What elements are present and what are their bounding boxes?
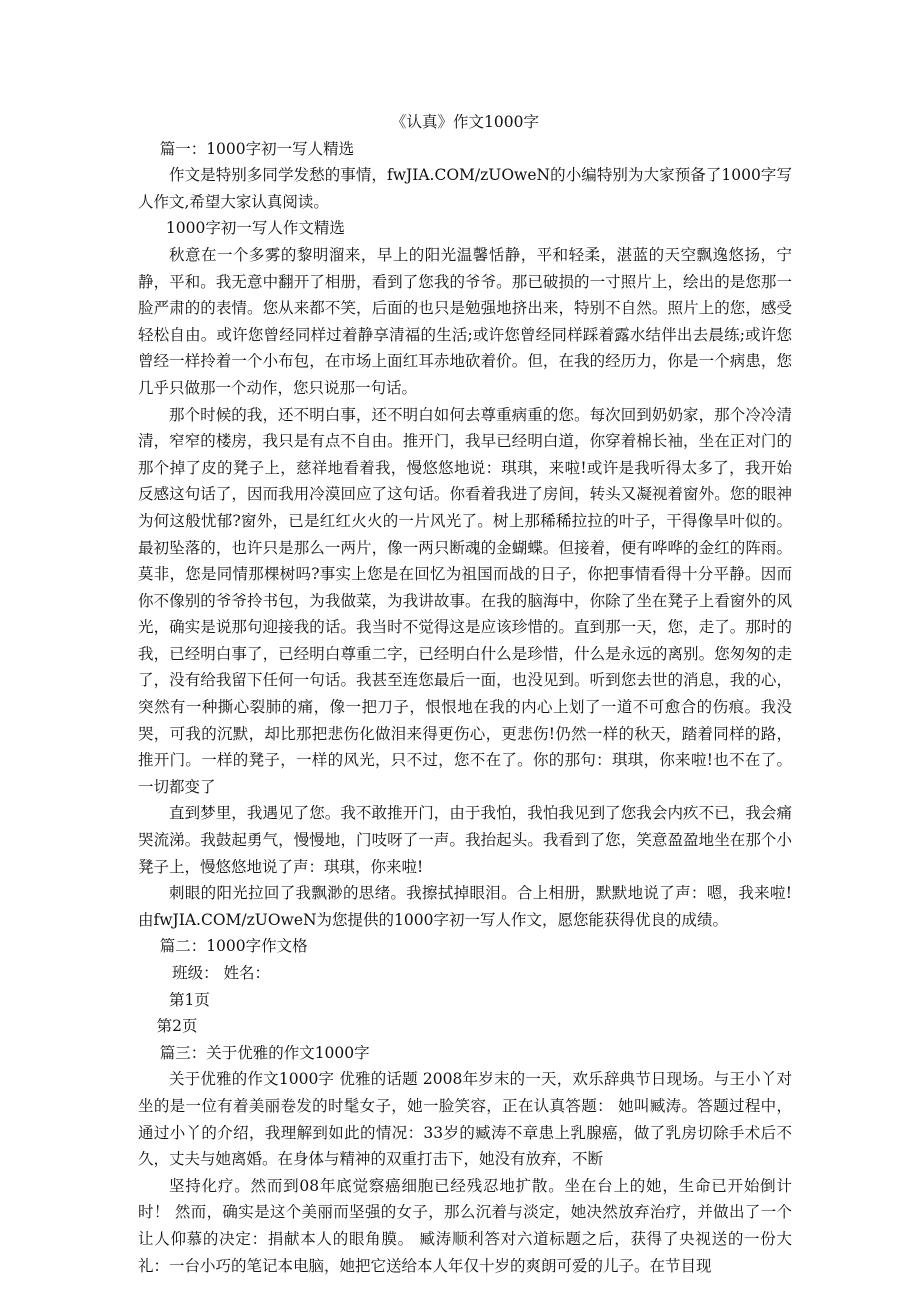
paragraph: 篇三：关于优雅的作文1000字 bbox=[159, 1043, 370, 1062]
paragraph: 篇一：1000字初一写人精选 bbox=[159, 139, 355, 158]
document-title: 《认真》作文1000字 bbox=[391, 113, 539, 131]
document-body bbox=[138, 109, 792, 1279]
paragraph-list bbox=[138, 136, 792, 1280]
paragraph: 篇二：1000字作文格 bbox=[159, 937, 308, 956]
paragraph: 刺眼的阳光拉回了我飘渺的思绪。我擦拭掉眼泪。合上相册，默默地说了声：嗯，我来啦! 由fwJIA.COM/zUOweN为您提供的1000字初一写人作文，愿您能获得优良的成绩。 bbox=[138, 884, 792, 929]
paragraph: 那个时候的我，还不明白事，还不明白如何去尊重病重的您。每次回到奶奶家，那个冷冷清清，窄窄的楼房，我只是有点不自由。推开门，我早已经明白道，你穿着棉长袖，坐在正对门的那个掉了皮的凳子上，慈祥地看着我，慢悠悠地说：琪琪，来啦!或许是我听得太多了，我开始反感这句话了，因而我用冷漠回应了这句话。你看着我进了房间，转头又凝视着窗外。您的眼神为何这般忧郁?窗外，已是红红火火的一片风光了。树上那稀稀拉拉的叶子，干得像旱叶似的。最初坠落的，也许只是那么一两片，像一两只断魂的金蝴蝶。但接着，便有哗哗的金红的阵雨。莫非，您是同情那棵树吗?事实上您是在回忆为祖国而战的日子，你把事情看得十分平静。因而你不像别的爷爷拎书包，为我做菜，为我讲故事。在我的脑海中，你除了坐在凳子上看窗外的风光，确实是说那句迎接我的话。我当时不觉得这是应该珍惜的。直到那一天，您，走了。那时的我，已经明白事了，已经明白尊重二字，已经明白什么是珍惜，什么是永远的离别。您匆匆的走了，没有给我留下任何一句话。我甚至连您最后一面，也没见到。听到您去世的消息，我的心，突然有一种撕心裂肺的痛，像一把刀子，恨恨地在我的内心上划了一道不可愈合的伤痕。我没哭，可我的沉默，却比那把悲伤化做泪来得更伤心，更悲伤!仍然一样的秋天，踏着同样的路，推开门。一样的凳子，一样的风光，只不过，您不在了。你的那句：琪琪，你来啦!也不在了。一切都变了 bbox=[138, 405, 792, 796]
paragraph: 第1页 bbox=[169, 990, 210, 1009]
paragraph: 直到梦里，我遇见了您。我不敢推开门，由于我怕，我怕我见到了您我会内疚不已，我会痛哭流涕。我鼓起勇气，慢慢地，门吱呀了一声。我抬起头。我看到了您，笑意盈盈地坐在那个小凳子上，慢悠悠地说了声：琪琪，你来啦! bbox=[138, 804, 792, 876]
paragraph: 第2页 bbox=[156, 1017, 198, 1036]
paragraph: 秋意在一个多雾的黎明溜来，早上的阳光温馨恬静，平和轻柔，湛蓝的天空飘逸悠扬，宁静，平和。我无意中翻开了相册，看到了您我的爷爷。那已破损的一寸照片上，绘出的是您那一脸严肃的的表情。您从来都不笑，后面的也只是勉强地挤出来，特别不自然。照片上的您，感受轻松自由。或许您曾经同样过着静享清福的生活;或许您曾经同样踩着露水结伴出去晨练;或许您曾经一样拎着一个小布包，在市场上面红耳赤地砍着价。但，在我的经历力，你是一个病患，您几乎只做那一个动作，您只说那一句话。 bbox=[138, 245, 792, 397]
paragraph: 作文是特别多同学发愁的事情，fwJIA.COM/zUOweN的小编特别为大家预备了1000字写人作文,希望大家认真阅读。 bbox=[138, 166, 792, 211]
paragraph: 1000字初一写人作文精选 bbox=[165, 219, 345, 238]
paragraph: 关于优雅的作文1000字 优雅的话题 2008年岁末的一天，欢乐辞典节日现场。与王小丫对坐的是一位有着美丽卷发的时髦女子，她一脸笑容，正在认真答题： 她叫臧涛。答题过程中，通过小丫的介绍，我理解到如此的情况：33岁的臧涛不章患上乳腺癌，做了乳房切除手术后不久，丈夫与她离婚。在身体与精神的双重打击下，她没有放弃，不断 bbox=[138, 1070, 792, 1169]
paragraph: 班级： 姓名： bbox=[172, 964, 271, 982]
paragraph: 坚持化疗。然而到08年底觉察癌细胞已经残忍地扩散。坐在台上的她，生命已开始倒计时！ 然而，确实是这个美丽而坚强的女子，那么沉着与淡定，她决然放弃治疗，并做出了一个让人仰慕的决定：捐献本人的眼角膜。 臧涛顺利答对六道标题之后，获得了央视送的一份大礼：一台小巧的笔记本电脑，她把它送给本人年仅十岁的爽朗可爱的儿子。在节目现 bbox=[138, 1176, 792, 1275]
